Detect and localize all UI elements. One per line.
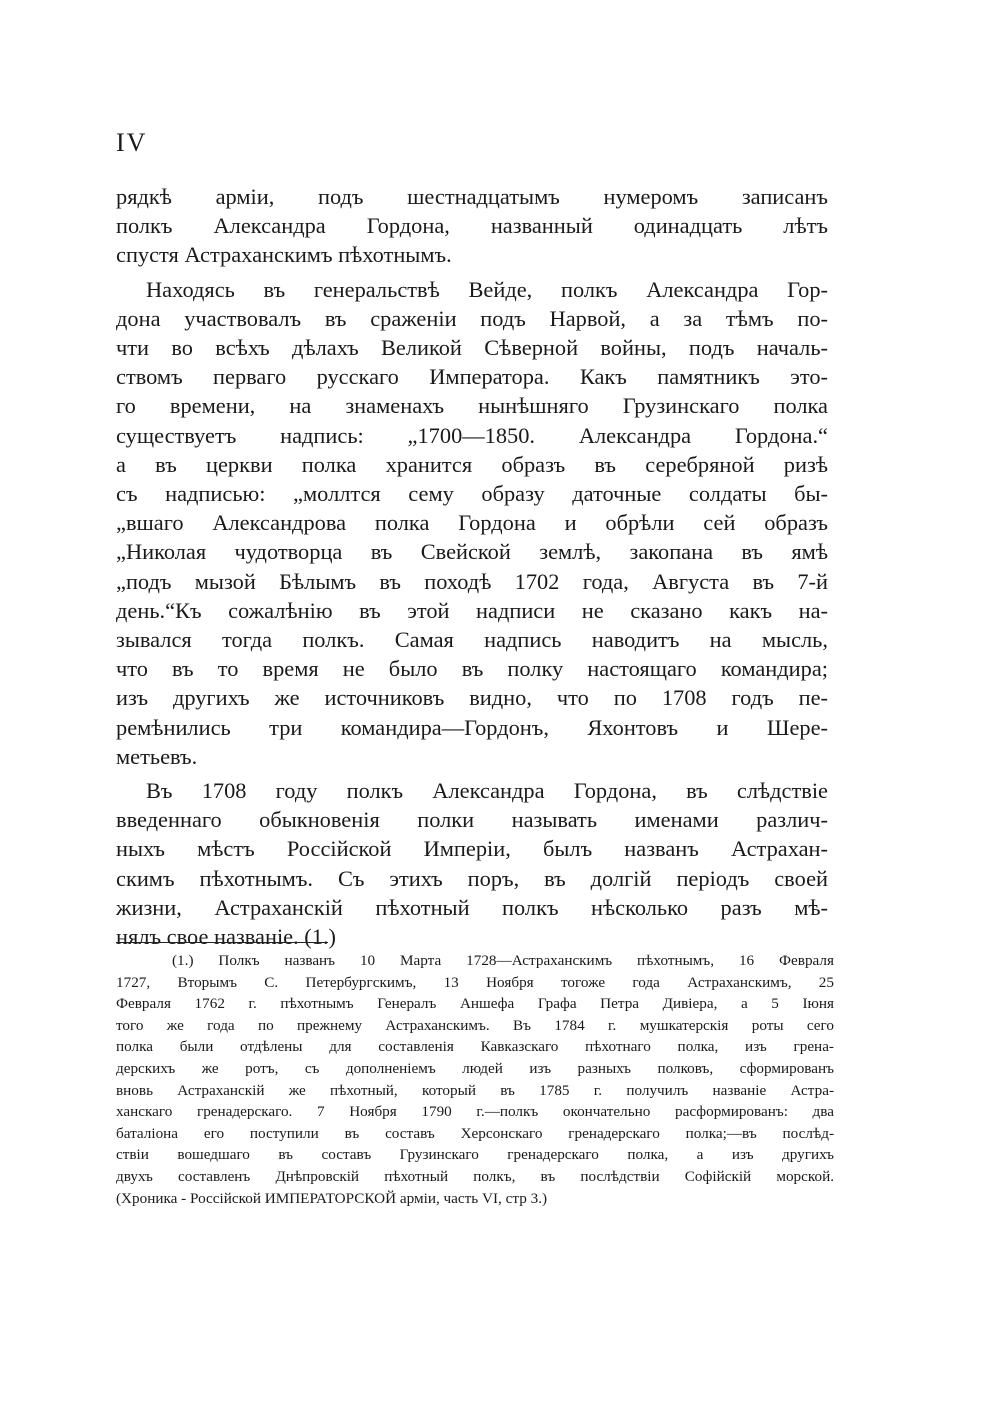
text-line: „вшаго Александрова полка Гордона и обрѣли сей образъ [116, 510, 828, 536]
text-line: ремѣнились три командира—Гордонъ, Яхонтовъ и Шере- [116, 714, 828, 740]
text-line: съ надписью: „моллтся сему образу даточные солдаты бы- [116, 481, 828, 507]
text-line: спустя Астраханскимъ пѣхотнымъ. [116, 242, 452, 268]
text-line: скимъ пѣхотнымъ. Съ этихъ поръ, въ долгій періодъ своей [116, 865, 828, 891]
text-line: жизни, Астраханскій пѣхотный полкъ нѣсколько разъ мѣ- [116, 894, 828, 920]
page-number: IV [116, 128, 148, 157]
text-line: Въ 1708 году полкъ Александра Гордона, въ слѣдствіе [146, 778, 828, 804]
text-line: „Николая чудотворца въ Свейской землѣ, закопана въ ямѣ [116, 539, 828, 565]
text-line: что въ то время не было въ полку настоящаго командира; [116, 656, 828, 682]
text-line: рядкѣ арміи, подъ шестнадцатымъ нумеромъ записанъ [116, 184, 828, 209]
footnote-line: двухъ составленъ Днѣпровскій пѣхотный полкъ, въ послѣдствіи Софійскій морской. [116, 1167, 834, 1185]
footnote-line: того же года по прежнему Астраханскимъ. Въ 1784 г. мушкатерскія роты сего [116, 1016, 834, 1034]
text-line: дона участвовалъ въ сраженіи подъ Нарвой, а за тѣмъ по- [116, 305, 828, 331]
text-line: изъ другихъ же источниковъ видно, что по 1708 годъ пе- [116, 685, 828, 711]
footnote-line: (1.) Полкъ названъ 10 Марта 1728—Астраханскимъ пѣхотнымъ, 16 Февраля [172, 952, 834, 969]
text-line: введеннаго обыкновенія полки называть именами различ- [116, 807, 828, 833]
text-line: полкъ Александра Гордона, названный одинадцать лѣтъ [116, 213, 828, 239]
footnote-line: ствіи вошедшаго въ составъ Грузинскаго гренадерскаго полка, а изъ другихъ [116, 1146, 834, 1164]
footnote-line: Февраля 1762 г. пѣхотнымъ Генералъ Аншефа Графа Петра Дивіера, а 5 Іюня [116, 995, 834, 1013]
text-line: а въ церкви полка хранится образъ въ серебряной ризѣ [116, 451, 828, 477]
text-line: зывался тогда полкъ. Самая надпись наводитъ на мысль, [116, 627, 828, 653]
footnote-line: ханскаго гренадерскаго. 7 Ноября 1790 г.—полкъ окончательно расформированъ: два [116, 1103, 834, 1121]
body-text [116, 182, 828, 951]
text-line: метьевъ. [116, 743, 198, 769]
footnote-line: баталіона его поступили въ составъ Херсонскаго гренадерскаго полка;—въ послѣд- [116, 1124, 834, 1142]
footnote-line: (Хроника - Россійской ИМПЕРАТОРСКОЙ арміи, часть VI, стр 3.) [116, 1189, 548, 1207]
text-line: день.“Къ сожалѣнію въ этой надписи не сказано какъ на- [116, 597, 828, 623]
footnote-line: полка были отдѣлены для составленія Кавказскаго пѣхотнаго полка, изъ грена- [116, 1038, 834, 1056]
text-line: чти во всѣхъ дѣлахъ Великой Сѣверной войны, подъ началь- [116, 335, 828, 361]
footnote-line: 1727, Вторымъ С. Петербургскимъ, 13 Ноября тогоже года Астраханскимъ, 25 [116, 973, 834, 991]
footnote-divider [116, 942, 328, 943]
text-line: го времени, на знаменахъ нынѣшняго Грузинскаго полка [116, 393, 828, 419]
footnote [116, 950, 834, 1209]
text-line: Находясь въ генеральствѣ Вейде, полкъ Александра Гор- [146, 276, 828, 302]
text-line: „подъ мызой Бѣлымъ въ походѣ 1702 года, Августа въ 7-й [116, 568, 828, 594]
text-line: нялъ свое названіе. (1.) [116, 924, 337, 950]
text-line: ствомъ перваго русскаго Императора. Какъ памятникъ это- [116, 364, 828, 390]
footnote-line: дерскихъ же ротъ, съ дополненіемъ людей изъ разныхъ полковъ, сформированъ [116, 1059, 834, 1077]
text-line: существуетъ надпись: „1700—1850. Александра Гордона.“ [116, 422, 828, 448]
footnote-line: вновь Астраханскій же пѣхотный, который въ 1785 г. получилъ названіе Астра- [116, 1081, 834, 1099]
text-line: ныхъ мѣстъ Россійской Имперіи, былъ названъ Астрахан- [116, 836, 828, 862]
